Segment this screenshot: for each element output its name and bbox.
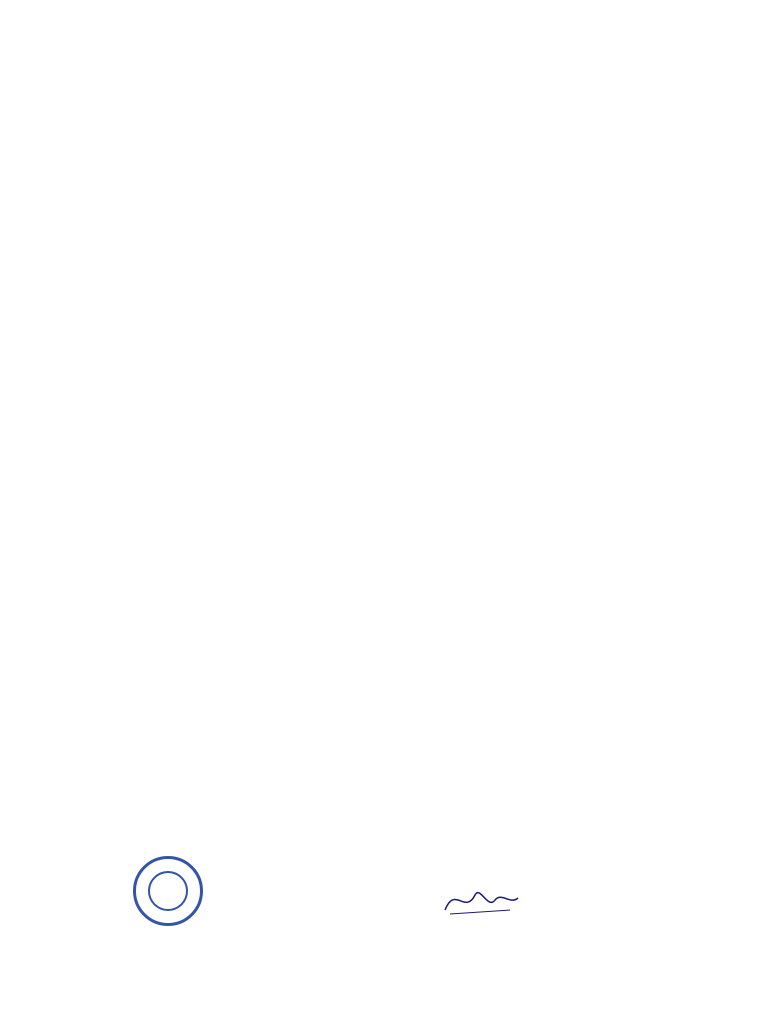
school-stamp (133, 856, 203, 926)
stamp-inner-ring (148, 871, 188, 911)
signature-scribble-icon (440, 880, 520, 920)
